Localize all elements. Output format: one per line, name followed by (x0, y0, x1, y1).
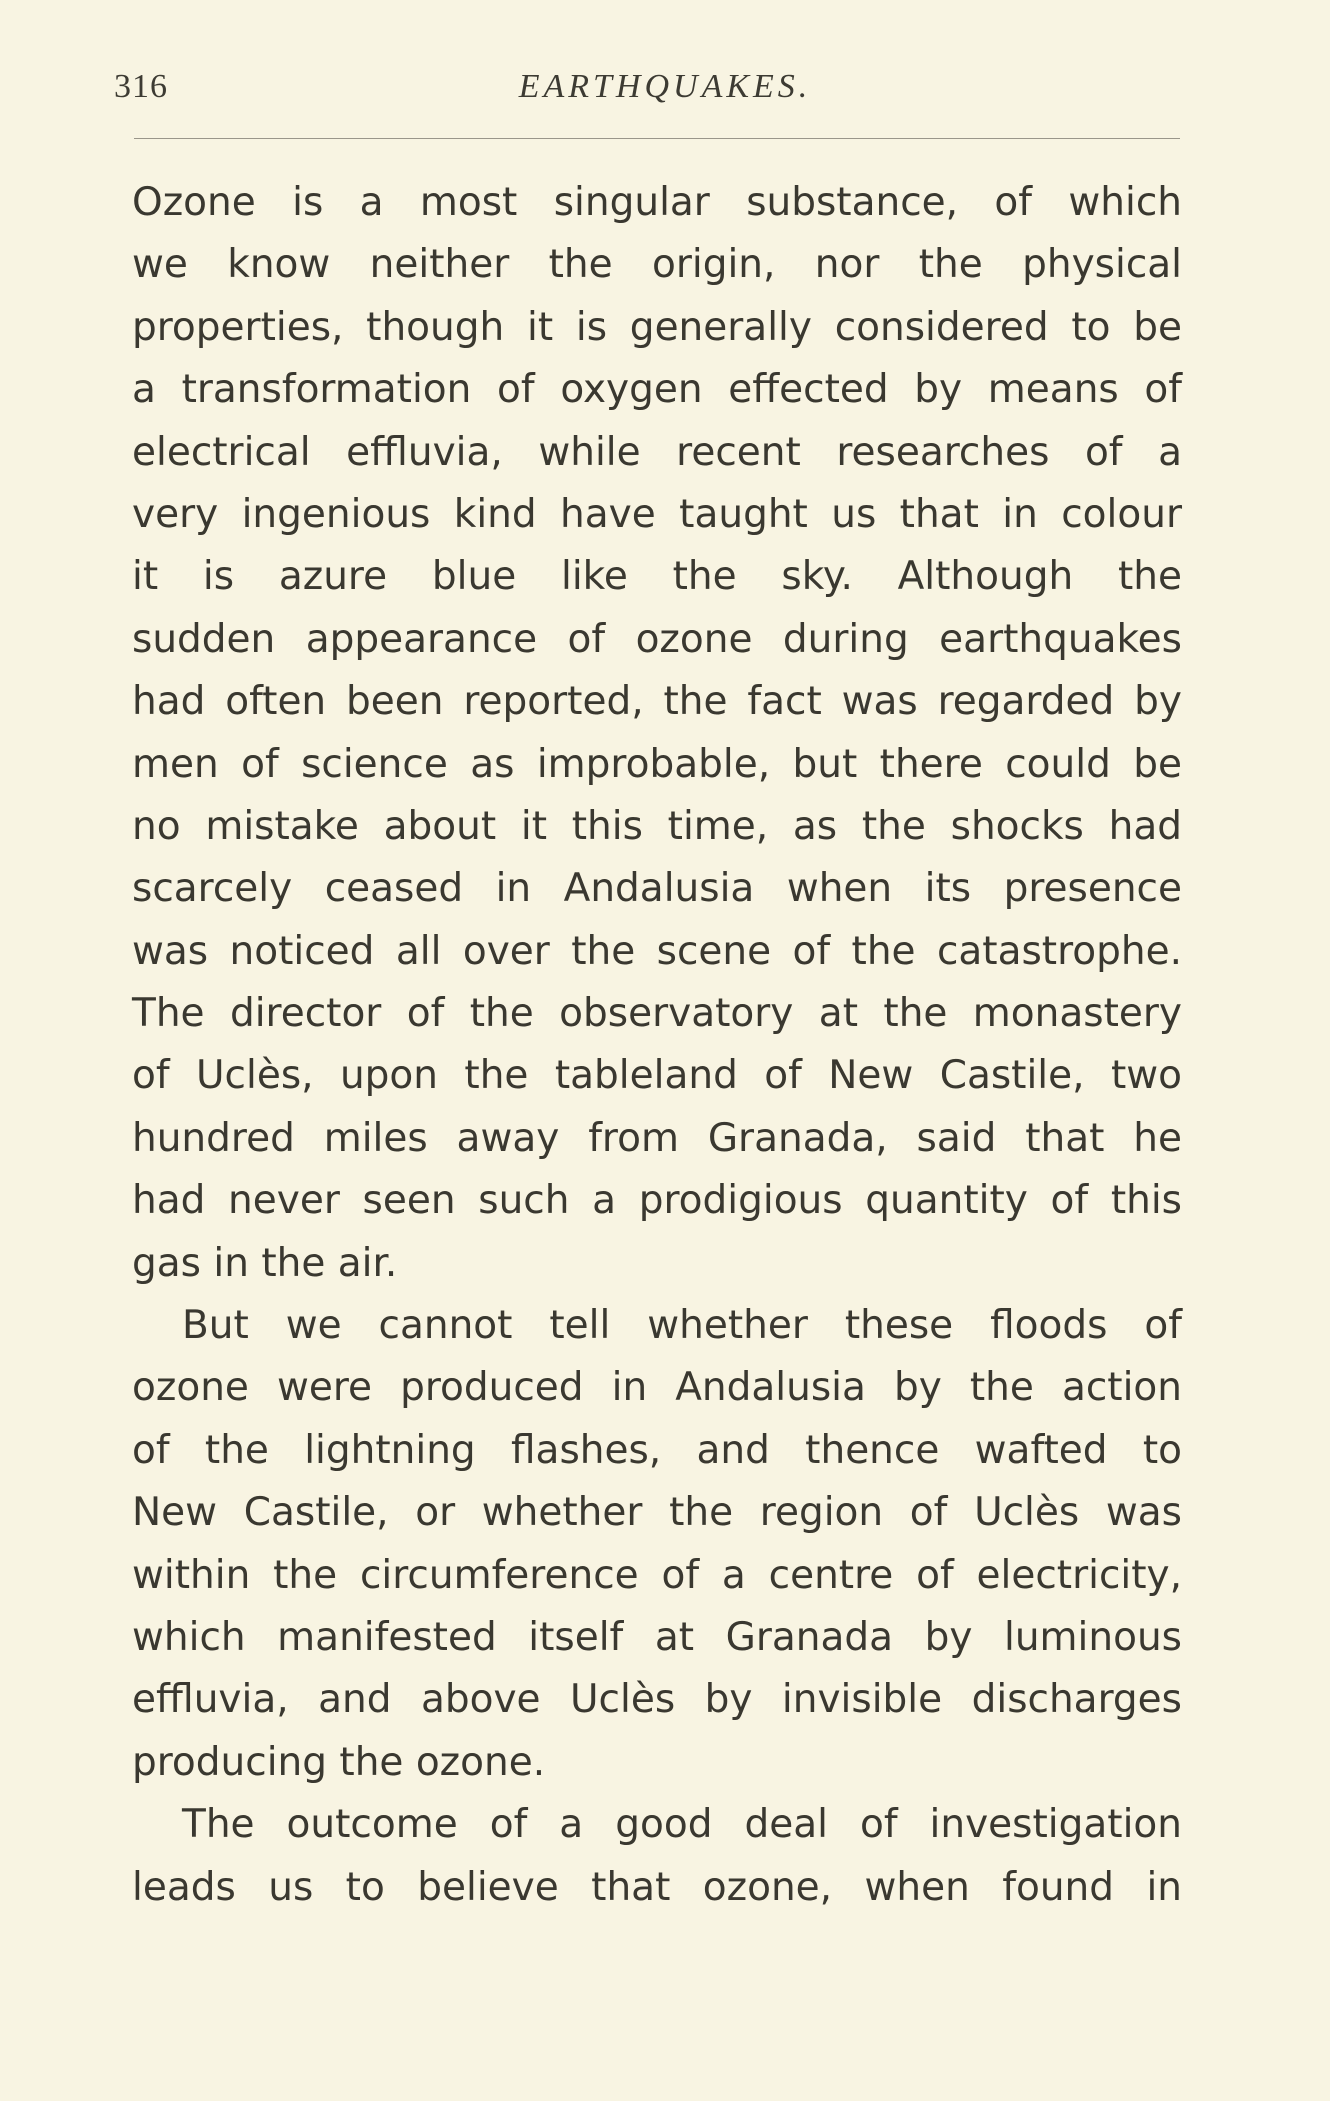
text-line: had often been reported, the fact was regarded by (132, 679, 1182, 725)
text-line: we know neither the origin, nor the physical (132, 242, 1182, 288)
text-line: had never seen such a prodigious quantity of this (132, 1178, 1182, 1224)
paragraph (132, 1794, 1182, 1919)
text-line: very ingenious kind have taught us that in colour (132, 491, 1182, 537)
text-line: hundred miles away from Granada, said that he (132, 1115, 1182, 1161)
text-line: New Castile, or whether the region of Uclès was (132, 1490, 1182, 1536)
text-line: leads us to believe that ozone, when found in (132, 1864, 1182, 1910)
text-line: a transformation of oxygen effected by means of (132, 367, 1182, 413)
text-line: which manifested itself at Granada by luminous (132, 1614, 1182, 1660)
text-line: producing the ozone. (132, 1739, 546, 1785)
paragraph (132, 1295, 1182, 1794)
running-title: EARTHQUAKES. (518, 68, 812, 105)
page-number: 316 (114, 68, 168, 105)
text-line: The director of the observatory at the monastery (132, 991, 1182, 1037)
text-line: was noticed all over the scene of the catastrophe. (132, 928, 1182, 974)
text-line: of the lightning flashes, and thence wafted to (132, 1427, 1182, 1473)
text-line: properties, though it is generally considered to be (132, 304, 1182, 350)
text-line: Ozone is a most singular substance, of which (132, 180, 1182, 225)
text-line: scarcely ceased in Andalusia when its presence (132, 866, 1182, 912)
text-line: no mistake about it this time, as the shocks had (132, 803, 1182, 849)
running-header (0, 60, 1330, 120)
text-line: of Uclès, upon the tableland of New Castile, two (132, 1053, 1182, 1099)
text-line: men of science as improbable, but there could be (132, 741, 1182, 787)
text-line: sudden appearance of ozone during earthquakes (132, 616, 1182, 662)
text-line: ozone were produced in Andalusia by the action (132, 1365, 1182, 1411)
header-rule (134, 138, 1180, 139)
text-line: But we cannot tell whether these floods of (182, 1303, 1182, 1349)
text-line: gas in the air. (132, 1240, 398, 1286)
text-line: effluvia, and above Uclès by invisible discharges (132, 1677, 1182, 1723)
text-line: within the circumference of a centre of electricity, (132, 1552, 1182, 1598)
body-text (132, 172, 1182, 1919)
paragraph (132, 172, 1182, 1295)
text-line: electrical effluvia, while recent researches of a (132, 429, 1182, 475)
text-line: it is azure blue like the sky. Although the (132, 554, 1182, 600)
text-line: The outcome of a good deal of investigation (182, 1802, 1182, 1848)
